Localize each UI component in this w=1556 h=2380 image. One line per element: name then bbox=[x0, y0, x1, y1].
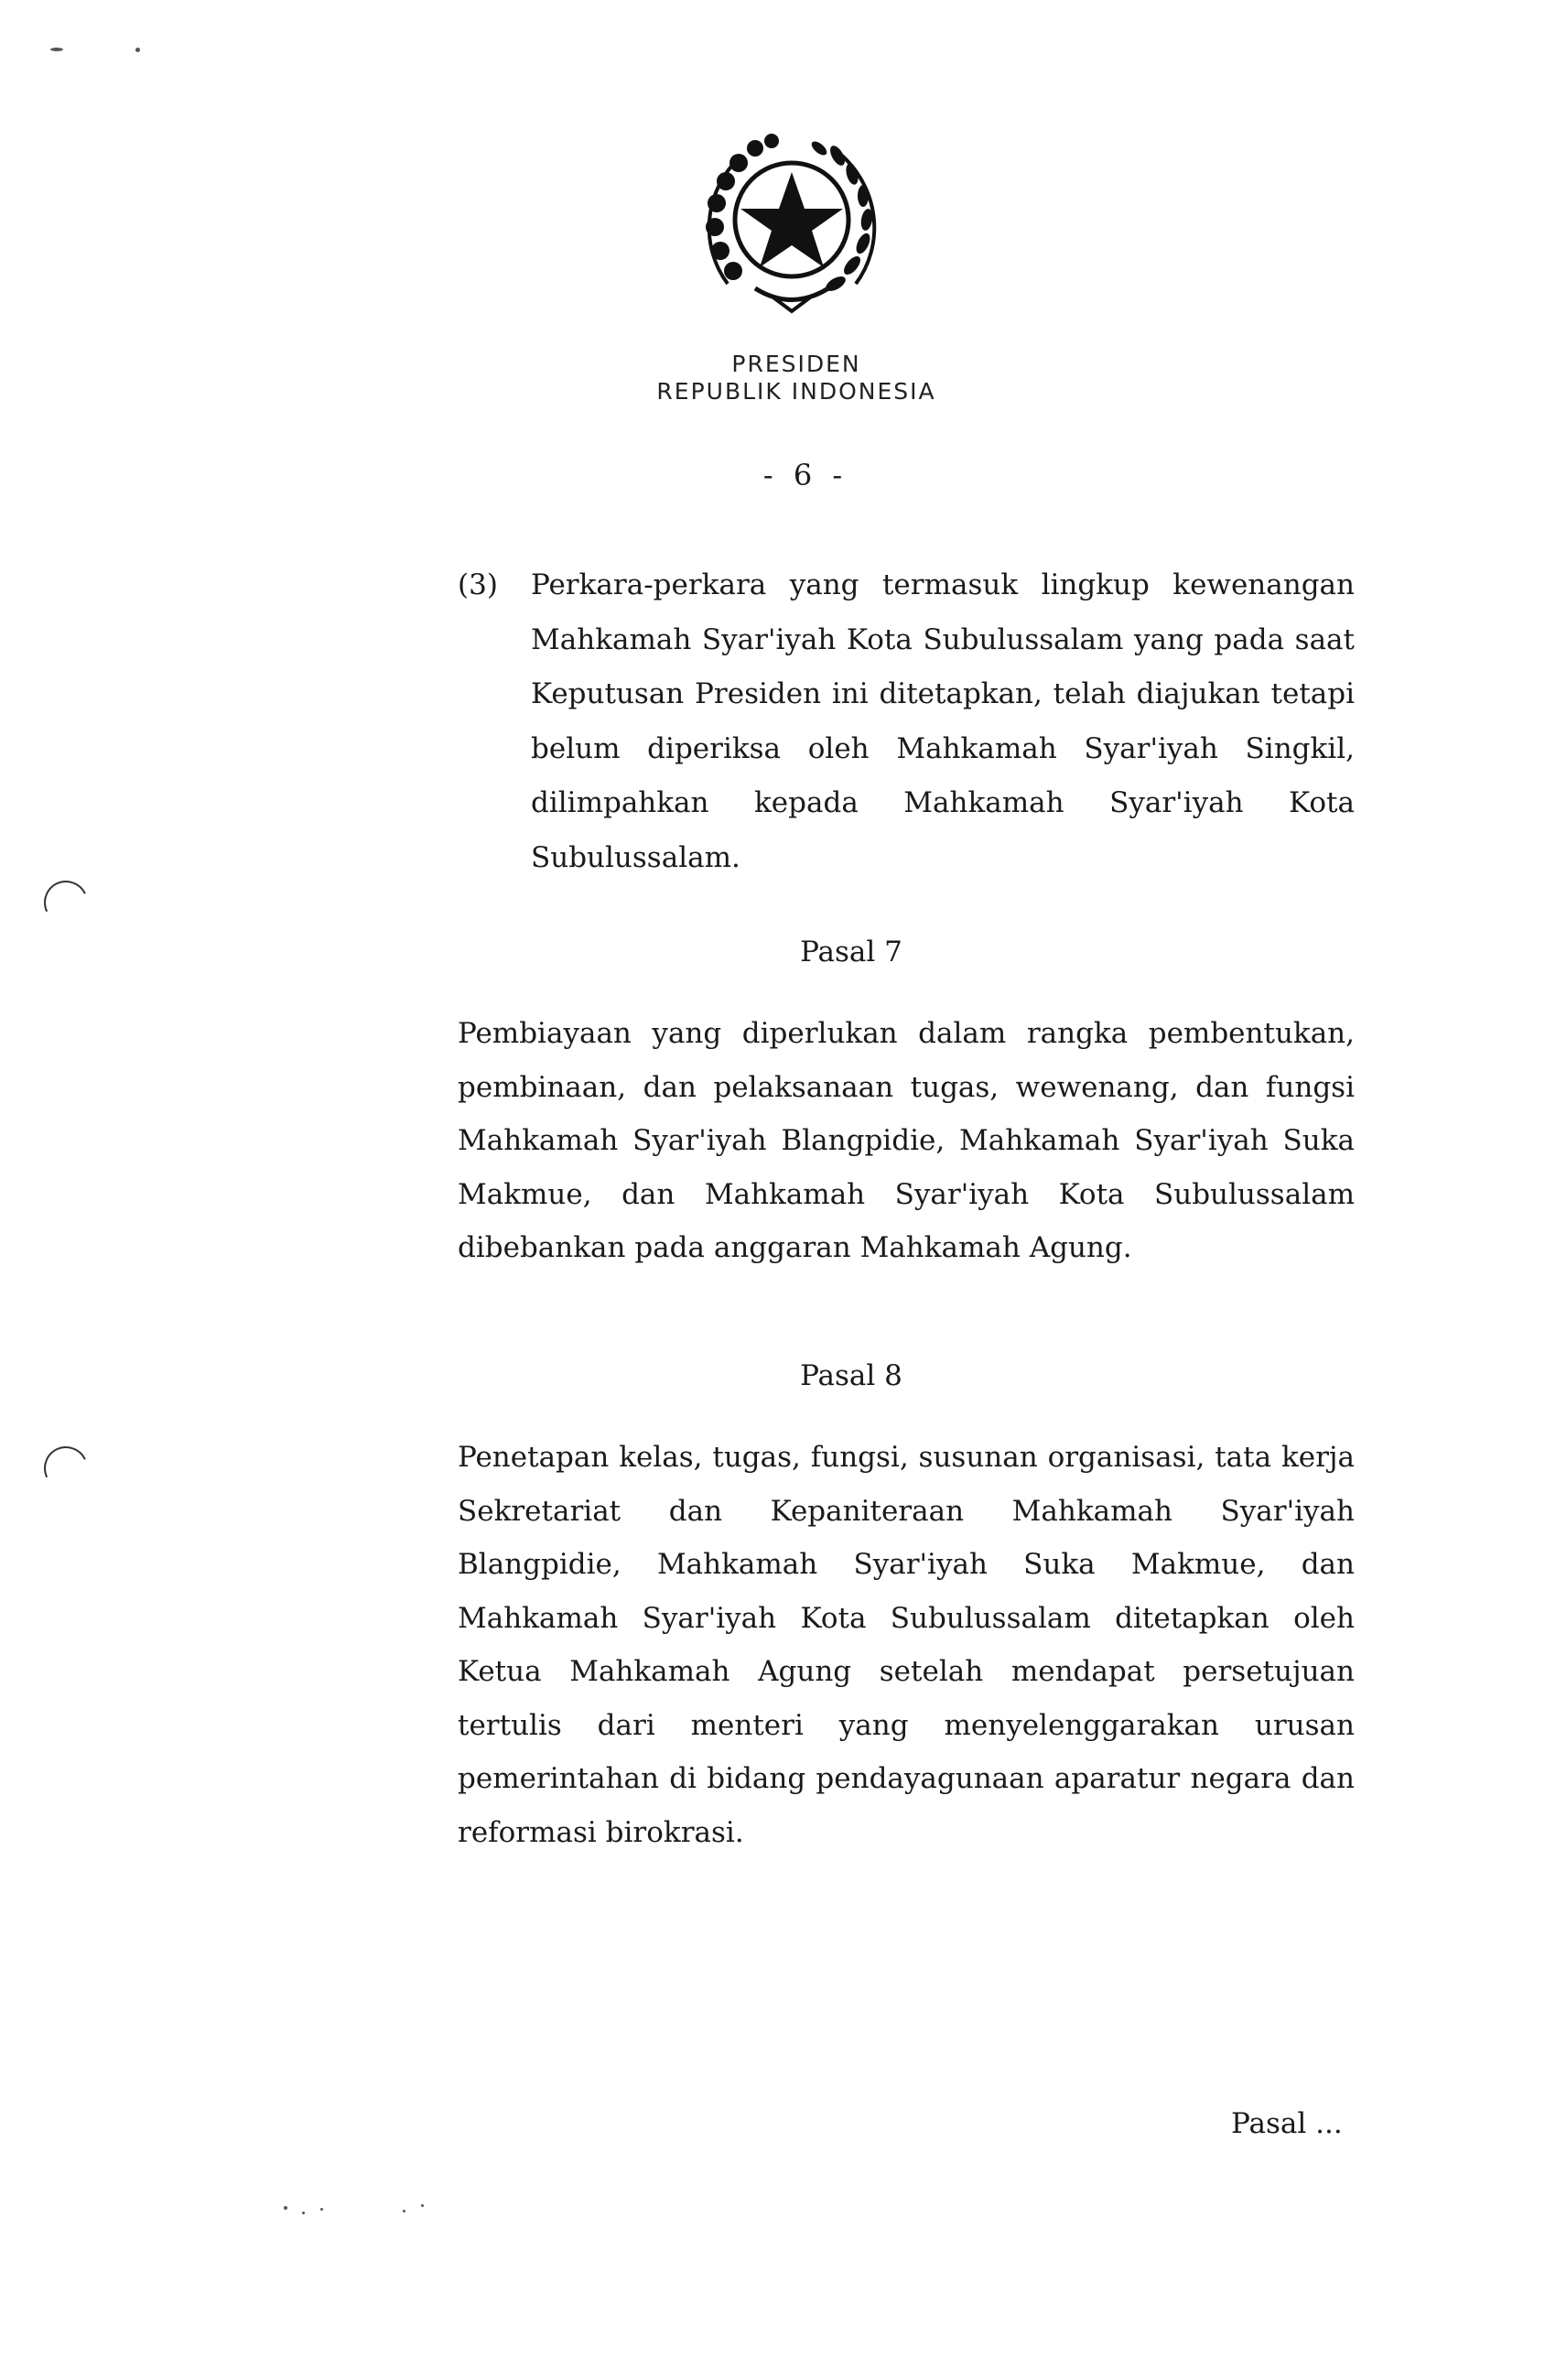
presidential-star-emblem-icon bbox=[691, 128, 892, 320]
header-subtitle: REPUBLIK INDONESIA bbox=[656, 378, 936, 405]
header-title: PRESIDEN bbox=[731, 351, 861, 377]
clause-number: (3) bbox=[458, 568, 498, 601]
clause-text: Perkara-perkara yang termasuk lingkup kewenangan Mahkamah Syar'iyah Kota Subulussalam yang pada saat Keputusan Presiden ini ditetapkan, telah diajukan tetapi belum diperiksa oleh Mahkamah Syar'iyah Singkil, dilimpahkan kepada Mahkamah Syar'iyah Kota Subulussalam. bbox=[531, 568, 1355, 874]
scan-speck bbox=[320, 2208, 323, 2211]
scan-speck bbox=[135, 48, 140, 52]
punch-hole-mark bbox=[38, 874, 94, 931]
next-page-reference: Pasal ... bbox=[1231, 2107, 1343, 2140]
page-number: - 6 - bbox=[762, 458, 848, 492]
pasal-8-title: Pasal 8 bbox=[800, 1359, 902, 1392]
scan-speck bbox=[284, 2206, 287, 2210]
scan-speck bbox=[50, 48, 63, 51]
pasal-7-title: Pasal 7 bbox=[800, 936, 902, 968]
scan-speck bbox=[403, 2210, 405, 2212]
pasal-8-text: Penetapan kelas, tugas, fungsi, susunan organisasi, tata kerja Sekretariat dan Kepaniteraan Mahkamah Syar'iyah Blangpidie, Mahkamah Syar'iyah Suka Makmue, dan Mahkamah Syar'iyah Kota Subulussalam ditetapkan oleh Ketua Mahkamah Agung setelah mendapat persetujuan tertulis dari menteri yang menyelenggarakan urusan pemerintahan di bidang pendayagunaan aparatur negara dan reformasi birokrasi. bbox=[458, 1441, 1355, 1849]
pasal-7-text: Pembiayaan yang diperlukan dalam rangka pembentukan, pembinaan, dan pelaksanaan tugas, wewenang, dan fungsi Mahkamah Syar'iyah Blangpidie, Mahkamah Syar'iyah Suka Makmue, dan Mahkamah Syar'iyah Kota Subulussalam dibebankan pada anggaran Mahkamah Agung. bbox=[458, 1017, 1355, 1264]
scan-speck bbox=[421, 2204, 424, 2207]
scan-speck bbox=[302, 2212, 305, 2214]
punch-hole-mark bbox=[38, 1440, 94, 1497]
